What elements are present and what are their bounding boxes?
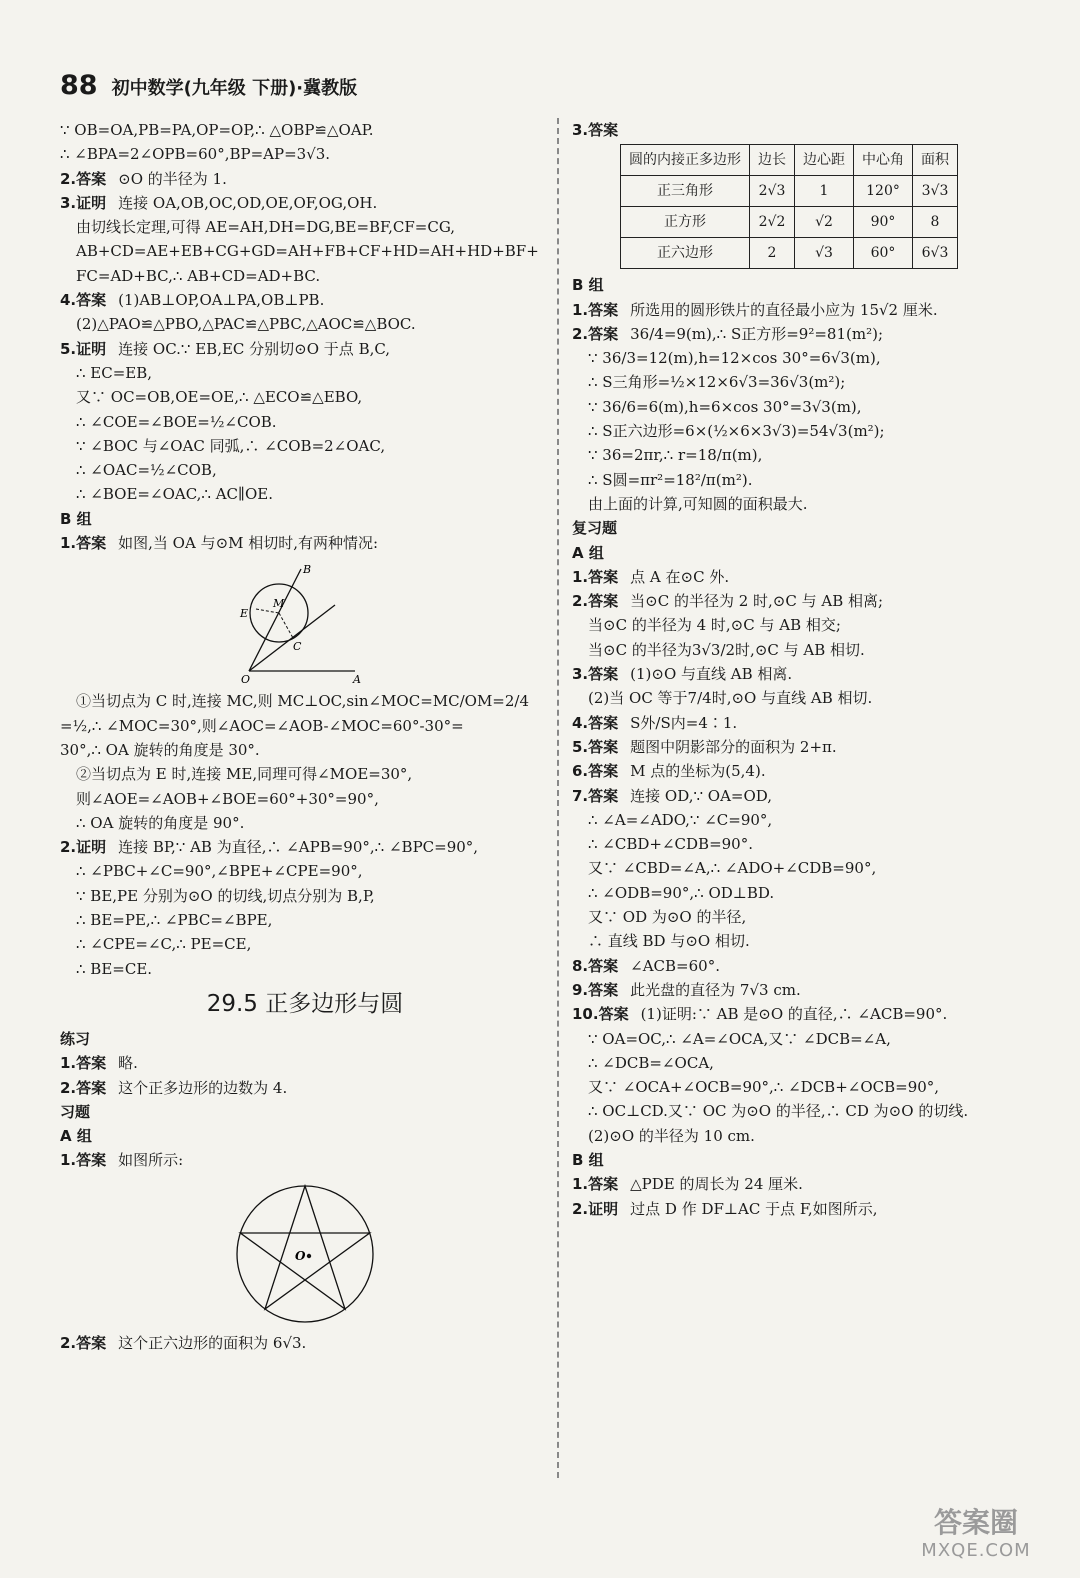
answer-label: 5.答案 [572,737,619,756]
label-o: O [241,673,251,686]
text-line [572,613,1042,637]
text-line [572,443,1042,467]
answer-line [572,735,1042,759]
line-text: 当⊙C 的半径为 4 时,⊙C 与 AB 相交; [588,616,841,635]
line-text: (1)⊙O 与直线 AB 相离. [630,665,793,684]
line-text: 又∵ ∠OCA+∠OCB=90°,∴ ∠DCB+∠OCB=90°, [588,1078,940,1097]
table-row [621,207,958,238]
answer-line [572,322,1042,346]
text-line [60,410,550,434]
answer-line [60,835,550,859]
table-cell: 120° [854,176,913,207]
text-line [60,884,550,908]
line-text: 此光盘的直径为 7√3 cm. [630,980,801,999]
line-text: S外/S内=4∶1. [630,713,738,732]
column-divider [557,118,559,1478]
line-text: 题图中阴影部分的面积为 2+π. [630,737,837,756]
answer-line [572,298,1042,322]
label-e: E [240,607,249,621]
line-text: ∴ ∠BPA=2∠OPB=60°,BP=AP=3√3. [60,145,331,164]
answer-label: 4.答案 [60,291,107,310]
answer-label: 1.答案 [60,534,107,553]
text-line [60,762,550,786]
answer-label: 7.答案 [572,786,619,805]
line-text: ∴ EC=EB, [76,363,153,382]
section-heading: 29.5 正多边形与圆 [206,990,404,1017]
text-line [572,492,1042,516]
answer-label: 5.证明 [60,339,107,358]
text-line [572,395,1042,419]
line-text: ∴ 直线 BD 与⊙O 相切. [588,932,750,951]
watermark-logo [888,1506,1064,1566]
line-text: (1)证明:∵ AB 是⊙O 的直径,∴ ∠ACB=90°. [640,1005,948,1024]
answer-label: 2.答案 [60,169,107,188]
line-text: ∵ 36/3=12(m),h=12×cos 30°=6√3(m), [588,349,881,368]
line-text: ∵ OA=OC,∴ ∠A=∠OCA,又∵ ∠DCB=∠A, [588,1029,891,1048]
line-text: ∴ OC⊥CD.又∵ OC 为⊙O 的半径,∴ CD 为⊙O 的切线. [588,1102,969,1121]
group-heading: 练习 [60,1029,91,1048]
text-line [60,264,550,288]
text-line [60,482,550,506]
text-line [60,957,550,981]
pentagram [240,1186,369,1309]
line-text: ∵ 36=2πr,∴ r=18/π(m), [588,446,763,465]
answer-line [572,954,1042,978]
table-cell: √3 [795,238,854,269]
line-text: ∴ ∠CBD+∠CDB=90°. [588,835,753,854]
label-a: A [353,673,361,686]
table-cell: 正三角形 [621,176,750,207]
text-line [60,361,550,385]
text-line [60,932,550,956]
line-text: ∴ ∠A=∠ADO,∵ ∠C=90°, [588,810,773,829]
table-cell: 2 [750,238,795,269]
text-line [572,929,1042,953]
line-text: 又∵ OC=OB,OE=OE,∴ △ECO≌△EBO, [76,388,363,407]
table-header-cell: 中心角 [854,145,913,176]
answer-label: 1.答案 [572,300,619,319]
answer-label: 8.答案 [572,956,619,975]
answer-line [60,1051,550,1075]
group-heading: A 组 [60,1127,92,1146]
label-c: C [293,640,302,654]
line-text: 由切线长定理,可得 AE=AH,DH=DG,BE=BF,CF=CG, [76,218,456,237]
text-line [572,1124,1042,1148]
right-column [572,118,1042,1221]
text-line [60,738,550,762]
line-text: ∴ OA 旋转的角度是 90°. [76,813,245,832]
answer-label: 10.答案 [572,1005,629,1024]
book-title: 初中数学(九年级 下册)·冀教版 [111,78,358,99]
group-heading: A 组 [572,543,604,562]
text-line [572,1051,1042,1075]
answer-line [572,759,1042,783]
line-text: 略. [118,1054,138,1073]
table-cell: 8 [913,207,958,238]
answer-label: 3.证明 [60,193,107,212]
answer-line [572,565,1042,589]
answer-line [60,1148,550,1172]
line-text: ∴ ∠OAC=½∠COB, [76,461,217,480]
polygon-table [620,144,958,269]
answer-label: 2.证明 [572,1199,619,1218]
line-text: ∴ BE=PE,∴ ∠PBC=∠BPE, [76,911,273,930]
line-text: ∵ OB=OA,PB=PA,OP=OP,∴ △OBP≌△OAP. [60,121,374,139]
line-text: 如图,当 OA 与⊙M 相切时,有两种情况: [118,534,379,553]
group-heading: B 组 [60,509,92,528]
line-text: M 点的坐标为(5,4). [630,762,766,781]
line-text: ∴ ∠CPE=∠C,∴ PE=CE, [76,935,252,954]
line-text: ∴ ∠ODB=90°,∴ OD⊥BD. [588,883,775,902]
group-heading: 习题 [60,1102,91,1121]
line-text: 连接 BP,∵ AB 为直径,∴ ∠APB=90°,∴ ∠BPC=90°, [118,838,479,857]
text-line [572,346,1042,370]
line-text: 点 A 在⊙C 外. [630,567,730,586]
text-line [572,832,1042,856]
line-text: ∴ ∠COE=∠BOE=½∠COB. [76,412,277,431]
answer-line [60,288,550,312]
line-text: ②当切点为 E 时,连接 ME,同理可得∠MOE=30°, [76,765,413,784]
line-text: ∴ S三角形=½×12×6√3=36√3(m²); [588,373,846,392]
watermark-line1: 答案圈 [933,1506,1018,1539]
table-cell: 2√3 [750,176,795,207]
text-line [60,312,550,336]
text-line [60,787,550,811]
line-text: ∴ ∠PBC+∠C=90°,∠BPE+∠CPE=90°, [76,862,363,881]
table-header-cell: 边心距 [795,145,854,176]
answer-line [572,589,1042,613]
text-line [60,859,550,883]
text-line [60,118,550,142]
answer-label: 2.答案 [60,1078,107,1097]
line-text: 当⊙C 的半径为3√3/2时,⊙C 与 AB 相切. [588,640,865,659]
line-text: ∵ 36/6=6(m),h=6×cos 30°=3√3(m), [588,397,862,416]
group-heading: B 组 [572,1150,604,1169]
center-label: O [295,1248,306,1263]
answer-line [60,191,550,215]
answer-line [60,1076,550,1100]
text-line [572,808,1042,832]
table-header-row [621,145,958,176]
text-line [60,689,550,713]
line-text: ∵ ∠BOC 与∠OAC 同弧,∴ ∠COB=2∠OAC, [76,436,386,455]
text-line [572,856,1042,880]
line-text: ∴ BE=CE. [76,959,153,978]
answer-label: 2.答案 [60,1333,107,1352]
watermark-line2: MXQE.COM [921,1540,1031,1561]
line-text: ⊙O 的半径为 1. [118,169,227,188]
line-text: ∠ACB=60°. [630,956,720,975]
line-text: 30°,∴ OA 旋转的角度是 30°. [60,740,260,759]
line-text: ∵ BE,PE 分别为⊙O 的切线,切点分别为 B,P, [76,886,375,905]
text-line [60,385,550,409]
answer-line [60,167,550,191]
table-cell: 60° [854,238,913,269]
text-line [60,458,550,482]
line-text: △PDE 的周长为 24 厘米. [630,1175,803,1194]
center-dot [307,1253,311,1257]
table-cell: 正六边形 [621,238,750,269]
table-cell: 3√3 [913,176,958,207]
text-line [60,434,550,458]
page-header [60,70,357,104]
answer-label: 3.答案 [572,121,619,139]
line-text: 过点 D 作 DF⊥AC 于点 F,如图所示, [630,1199,878,1218]
table-row [621,176,958,207]
left-column [60,118,550,1355]
text-line [60,811,550,835]
text-line [572,1099,1042,1123]
line-text: 由上面的计算,可知圆的面积最大. [588,494,808,513]
ray-oc [249,605,335,671]
line-text: ①当切点为 C 时,连接 MC,则 MC⊥OC,sin∠MOC=MC/OM=2/4 [76,692,530,711]
answer-line [572,662,1042,686]
answer-label: 1.答案 [60,1054,107,1073]
table-cell: 正方形 [621,207,750,238]
answer-label: 4.答案 [572,713,619,732]
line-text: ∴ S圆=πr²=18²/π(m²). [588,470,753,489]
answer-label: 3.答案 [572,665,619,684]
answer-line [572,1002,1042,1026]
answer-label: 2.证明 [60,838,107,857]
tangent-figure [235,559,375,685]
answer-label: 2.答案 [572,324,619,343]
answer-label: 2.答案 [572,592,619,611]
label-m: M [273,597,285,611]
text-line [572,686,1042,710]
line-text: (2)△PAO≌△PBO,△PAC≌△PBC,△AOC≌△BOC. [76,315,416,334]
answer-line [60,1331,550,1355]
answer-line [60,337,550,361]
answer-line [572,784,1042,808]
answer-label: 1.答案 [60,1151,107,1170]
table-header-cell: 边长 [750,145,795,176]
table-row [621,238,958,269]
line-text: 所选用的圆形铁片的直径最小应为 15√2 厘米. [630,300,938,319]
text-line [572,905,1042,929]
group-heading: B 组 [572,276,604,295]
line-text: (2)当 OC 等于7/4时,⊙O 与直线 AB 相切. [588,689,873,708]
line-text: FC=AD+BC,∴ AB+CD=AD+BC. [76,266,321,285]
star-figure [230,1177,380,1327]
text-line [60,215,550,239]
text-line [60,908,550,932]
text-line [572,419,1042,443]
line-text: ∴ ∠BOE=∠OAC,∴ AC∥OE. [76,485,273,504]
answer-label: 1.答案 [572,567,619,586]
text-line [572,468,1042,492]
answer-line [572,978,1042,1002]
line-text: 如图所示: [118,1151,184,1170]
line-text: 则∠AOE=∠AOB+∠BOE=60°+30°=90°, [76,789,379,808]
line-text: (2)⊙O 的半径为 10 cm. [588,1126,755,1145]
group-heading: 复习题 [572,519,618,538]
line-text: AB+CD=AE+EB+CG+GD=AH+FB+CF+HD=AH+HD+BF+ [76,242,539,261]
answer-line [572,1197,1042,1221]
table-cell: √2 [795,207,854,238]
answer-line [572,118,1042,142]
page-number: 88 [60,70,98,101]
text-line [60,142,550,166]
line-text: =½,∴ ∠MOC=30°,则∠AOC=∠AOB-∠MOC=60°-30°= [60,716,464,735]
line-text: 又∵ ∠CBD=∠A,∴ ∠ADO+∠CDB=90°, [588,859,877,878]
text-line [572,370,1042,394]
answer-label: 9.答案 [572,980,619,999]
table-header-cell: 面积 [913,145,958,176]
segment-mc [279,613,293,638]
text-line [60,714,550,738]
table-cell: 2√2 [750,207,795,238]
answer-label: 1.答案 [572,1175,619,1194]
line-text: 连接 OD,∵ OA=OD, [630,786,773,805]
answer-label: 6.答案 [572,762,619,781]
answer-line [60,531,550,555]
table-cell: 6√3 [913,238,958,269]
table-cell: 90° [854,207,913,238]
text-line [572,1075,1042,1099]
line-text: 又∵ OD 为⊙O 的半径, [588,908,747,927]
table-header-cell: 圆的内接正多边形 [621,145,750,176]
answer-line [572,1172,1042,1196]
line-text: 连接 OA,OB,OC,OD,OE,OF,OG,OH. [118,193,378,212]
line-text: 当⊙C 的半径为 2 时,⊙C 与 AB 相离; [630,592,884,611]
text-line [572,638,1042,662]
label-b: B [303,563,312,577]
line-text: 这个正六边形的面积为 6√3. [118,1333,307,1352]
text-line [572,1027,1042,1051]
answer-line [572,711,1042,735]
text-line [572,881,1042,905]
text-line [60,239,550,263]
line-text: 这个正多边形的边数为 4. [118,1078,288,1097]
line-text: (1)AB⊥OP,OA⊥PA,OB⊥PB. [118,291,325,310]
table-cell: 1 [795,176,854,207]
line-text: ∴ ∠DCB=∠OCA, [588,1053,714,1072]
line-text: 36/4=9(m),∴ S正方形=9²=81(m²); [630,324,883,343]
line-text: ∴ S正六边形=6×(½×6×3√3)=54√3(m²); [588,422,885,441]
line-text: 连接 OC.∵ EB,EC 分别切⊙O 于点 B,C, [118,339,391,358]
